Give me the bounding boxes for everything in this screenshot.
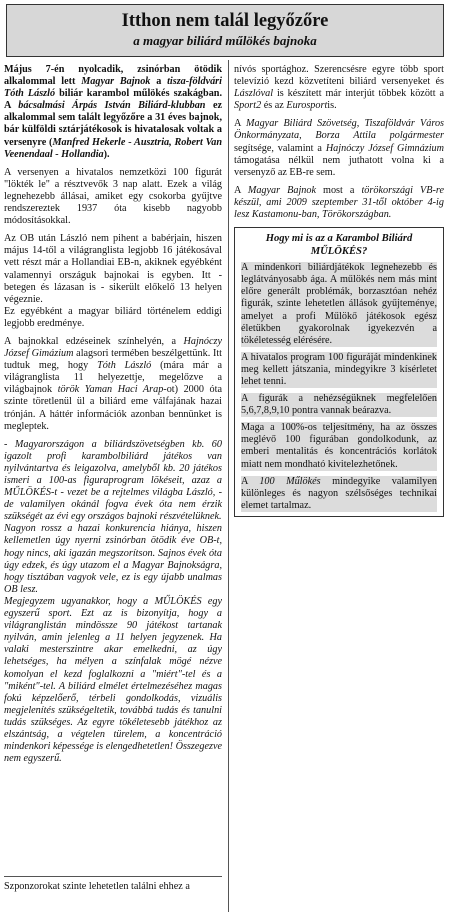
paragraph-tv: nívós sportághoz. Szerencsésre egyre több sport televízió kezd közvetíteni biliárd versenyeket és Lászlóval is készített már interjút többek között a Sport2 és az Eurosportis. [234, 64, 444, 112]
left-last-line [4, 881, 222, 899]
paragraph-record: Ez egyébként a magyar biliárd történelem eddigi legjobb eredménye. [4, 305, 222, 329]
paragraph-sponsors: Szponzorokat szinte lehetetlen találni ehhez a [4, 881, 190, 892]
bottom-divider [4, 876, 222, 877]
info-box-program: A hivatalos program 100 figuráját mindenkinek meg kellett játszania, mindegyikre 3 kísérletet lehet tenni. [241, 351, 437, 387]
left-column [4, 64, 222, 771]
info-box [234, 227, 444, 517]
article-title: Itthon nem talál legyőzőre [121, 11, 329, 31]
info-box-perfection: Maga a 100%-os teljesítmény, ha az összes meglévő 100 figurában gondolkodunk, az emberi mentalitás és koncentrációs korlátok miatt nem mondható kivitelezhetőnek. [241, 422, 437, 470]
right-column [234, 64, 444, 517]
column-divider [228, 60, 229, 912]
info-box-elements: A 100 Műlökés mindegyike valamilyen különleges és nagyon szélsőséges technikai elemet tartalmaz. [241, 475, 438, 511]
info-box-title: Hogy mi is az a Karambol Biliárd MŰLÖKÉS? [265, 233, 413, 258]
paragraph-interview: A bajnokkal edzéseinek színhelyén, a Hajnóczy József Gimázium alagsori termében beszélgettünk. Itt tudtuk meg, hogy Tóth László (mára már a világranglista 11 helyezettje, megelőzve a világbajnok török Yaman Haci Arap-ot) 2000 óta szinte töretlenül ül a biliárd eme válfajának hazai trónján. A háttér információk azonban bennünket is megleptek. [4, 335, 223, 432]
paragraph-eb: Az OB után László nem pihent a babérjain, hiszen május 14-től a világranglista legjobb 16 játékosával vett részt már a Hollandiai EB-n, akiknek egyébként valamennyi országuk bajnokai is egyben. Itt - betegen és lázasan is - sikerült előkelő 13 helyen végeznie. [4, 233, 222, 305]
paragraph-figures: A versenyen a hivatalos nemzetközi 100 figurát "lökték le" a résztvevők 3 nap alatt. Ezek a világ legnehezebb állásai, amiket egy csokorba gyűjtve rendszereztek 1937 óta kisebb nagyobb módosításokkal. [4, 166, 222, 227]
paragraph-vb: A Magyar Bajnok most a törökországi VB-re készül, ami 2009 szeptember 31-től október 4-ig lesz Kastamonu-ban, Törökországban. [234, 184, 444, 221]
info-box-points: A figurák a nehézségüknek megfelelően 5,6,7,8,9,10 pontra vannak beárazva. [241, 393, 437, 417]
paragraph-support: A Magyar Biliárd Szövetség, Tiszaföldvár Város Önkormányzata, Borza Attila polgármester segítsége, valamint a Hajnóczy József Gimnázium támogatása nélkül nem juthatott volna ki a versenyző az EB-re sem. [234, 118, 445, 178]
intro-paragraph: Május 7-én nyolcadik, zsinórban ötödik alkalommal lett Magyar Bajnok a tisza-földvári Tóth László biliár karambol műlökés szakágban. A bácsalmási Árpás István Biliárd-klubban ez alkalommal sem talált legyőzőre a 31 éves bajnok, bár külföldi sztárjátékosok is hivatalosak voltak a versenyre (Manfred Hekerle - Ausztria, Robert Van Veenendaal - Hollandia). [4, 64, 222, 160]
info-box-definition: A mindenkori biliárdjátékok legnehezebb és leglátványosabb ága. A műlökés nem más mint előre generált problémák, borzasztóan nehéz figurák, szinte lehetetlen állások gyűjteménye, amelyet a profi Műlökő játékosok egész életükben gyakorolnak igyekezvén a tökéletesség elérésére. [241, 262, 437, 346]
article-subtitle: a magyar biliárd műlökés bajnoka [133, 33, 317, 48]
quote-block: - Magyarországon a biliárdszövetségben kb. 60 igazolt profi karambolbiliárd játékos van nyilvántartva és leigazolva, amelyből kb. 20 játékos ismeri a 100-as figuraprogram lökéseit, azaz a MŰLÖKÉS-t - vezet be a rejtelmes világba László, - de valamilyen okánál fogva évek óta nem érzik szükségét az évi egy országos bajnoki részvételüknek. Nagyon rossz a hazai konkurencia hiánya, hiszen kellemetlen úgy nyerni zsinórban ötödik éve OB-t, hogy nincs, aki igazán megszorítson. Sajnos évek óta úgy edzek, és úgy utazom el a Magyar Bajnokságra, hogy tisztában vagyok vele, ez is egy újabb unalmas OB lesz. Megjegyzem ugyanakkor, hogy a MŰLÖKÉS egy egyszerű sport. Ezt az is bizonyítja, hogy a világranglistán mindössze 90 játékost tartanak nyilván, amin jelenleg a 11 helyen jegyzenek. Ha valaki mesterszintre akar emelkedni, az úgy lehetséges, ha mélyen a színfalak mögé nézve komolyan el kezd foglalkozni a "miért"-tel és a "miként"-tel. A biliárd elmélet értelmezéséhez magas fokú képzelőerő, térbeli gondolkodás, vizuális megjelenítés szükségeltetik, továbbá tudás és tanulni tudás szükséges. Az egyre tökéletesebb játékhoz az elszántság, a végtelen türelem, a koncentráció mindenkori képessége is elengedhetetlen! Összegezve nem egyszerű. [4, 438, 222, 765]
article-header [6, 4, 444, 57]
